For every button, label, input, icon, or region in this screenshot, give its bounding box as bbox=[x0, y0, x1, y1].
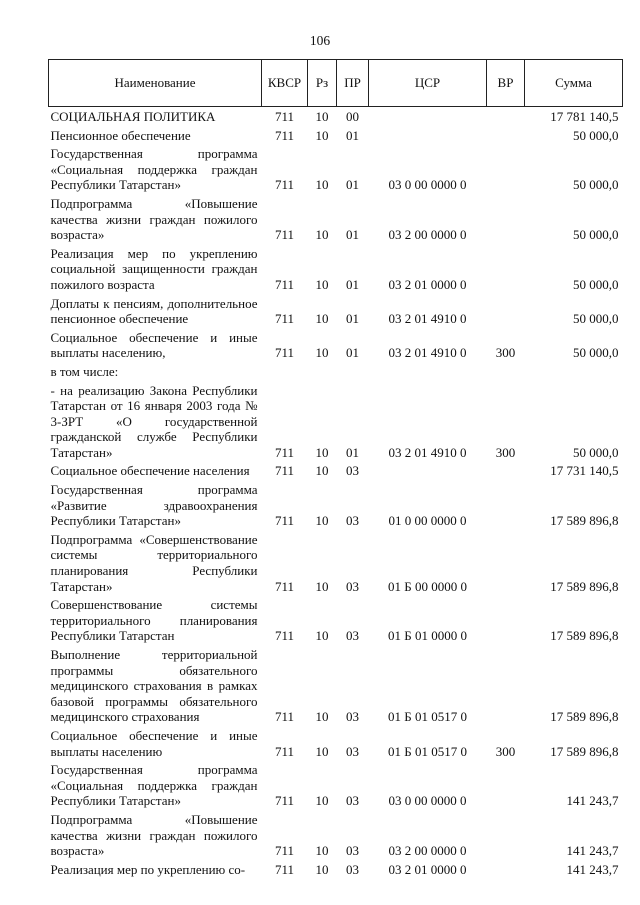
cell-name: Доплаты к пенсиям, дополнительное пенсионное обеспечение bbox=[50, 295, 258, 327]
cell-kvsr: 711 bbox=[274, 109, 295, 124]
cell-pr: 03 bbox=[346, 793, 359, 809]
cell-csr: 01 Б 01 0517 0 bbox=[388, 709, 467, 725]
table-row bbox=[49, 596, 623, 646]
cell-kvsr bbox=[262, 363, 308, 382]
cell-name: Государственная программа «Развитие здравоохранения Республики Татарстан» bbox=[50, 482, 258, 529]
cell-pr: 01 bbox=[346, 444, 359, 460]
cell-rz bbox=[308, 363, 337, 382]
cell-vr: 300 bbox=[495, 345, 516, 361]
budget-table bbox=[48, 59, 623, 879]
table-row bbox=[49, 646, 623, 727]
cell-kvsr: 711 bbox=[274, 861, 295, 877]
cell-sum: 50 000,0 bbox=[573, 311, 619, 327]
cell-vr: 300 bbox=[495, 743, 516, 759]
cell-kvsr: 711 bbox=[274, 513, 295, 529]
cell-sum: 17 589 896,8 bbox=[550, 513, 619, 529]
cell-rz: 10 bbox=[315, 177, 329, 193]
cell-rz: 10 bbox=[315, 843, 329, 859]
header-sum: Сумма bbox=[525, 60, 623, 107]
cell-vr bbox=[487, 295, 525, 329]
cell-rz: 10 bbox=[315, 444, 329, 460]
cell-vr bbox=[487, 646, 525, 727]
page-number: 106 bbox=[309, 33, 331, 48]
cell-csr: 01 0 00 0000 0 bbox=[388, 513, 467, 529]
table-row bbox=[49, 295, 623, 329]
cell-csr: 03 2 01 0000 0 bbox=[388, 861, 467, 877]
cell-sum: 17 781 140,5 bbox=[550, 109, 619, 124]
cell-pr: 01 bbox=[346, 227, 359, 243]
cell-sum: 50 000,0 bbox=[573, 276, 619, 292]
cell-csr: 03 0 00 0000 0 bbox=[388, 177, 467, 193]
cell-name: Государственная программа «Социальная поддержка граждан Республики Татарстан» bbox=[50, 146, 258, 193]
cell-name: в том числе: bbox=[50, 363, 119, 379]
cell-vr bbox=[487, 363, 525, 382]
cell-csr: 03 0 00 0000 0 bbox=[388, 793, 467, 809]
cell-name: Реализация мер по укреплению со- bbox=[50, 861, 246, 877]
cell-vr bbox=[487, 761, 525, 811]
cell-sum: 50 000,0 bbox=[573, 444, 619, 460]
cell-sum: 50 000,0 bbox=[573, 177, 619, 193]
cell-pr: 03 bbox=[346, 578, 359, 594]
cell-pr: 03 bbox=[346, 628, 359, 644]
cell-sum: 141 243,7 bbox=[566, 843, 619, 859]
cell-vr bbox=[487, 811, 525, 861]
cell-rz: 10 bbox=[315, 793, 329, 809]
cell-vr bbox=[487, 107, 525, 127]
cell-kvsr: 711 bbox=[274, 628, 295, 644]
cell-rz: 10 bbox=[315, 463, 329, 479]
cell-rz: 10 bbox=[315, 743, 329, 759]
cell-name: Совершенствование системы территориального планирования Республики Татарстан bbox=[50, 597, 258, 644]
cell-rz: 10 bbox=[315, 578, 329, 594]
cell-rz: 10 bbox=[315, 127, 329, 143]
cell-kvsr: 711 bbox=[274, 578, 295, 594]
cell-pr: 03 bbox=[346, 513, 359, 529]
cell-kvsr: 711 bbox=[274, 276, 295, 292]
cell-pr: 01 bbox=[346, 127, 359, 143]
cell-name: СОЦИАЛЬНАЯ ПОЛИТИКА bbox=[50, 109, 216, 124]
cell-name: Пенсионное обеспечение bbox=[50, 127, 191, 143]
cell-pr: 03 bbox=[346, 861, 359, 877]
cell-kvsr: 711 bbox=[274, 311, 295, 327]
cell-kvsr: 711 bbox=[274, 177, 295, 193]
cell-rz: 10 bbox=[315, 861, 329, 877]
cell-sum: 141 243,7 bbox=[566, 793, 619, 809]
table-row bbox=[49, 145, 623, 195]
cell-sum: 50 000,0 bbox=[573, 127, 619, 143]
cell-csr: 03 2 01 4910 0 bbox=[388, 444, 467, 460]
cell-vr bbox=[487, 462, 525, 481]
cell-rz: 10 bbox=[315, 345, 329, 361]
cell-kvsr: 711 bbox=[274, 843, 295, 859]
cell-csr bbox=[369, 127, 487, 146]
table-row bbox=[49, 861, 623, 880]
cell-sum: 17 731 140,5 bbox=[550, 463, 619, 479]
cell-name: Реализация мер по укреплению социальной защищенности граждан пожилого возраста bbox=[50, 245, 258, 292]
header-name: Наименование bbox=[49, 60, 262, 107]
cell-kvsr: 711 bbox=[274, 793, 295, 809]
table-row bbox=[49, 481, 623, 531]
table-row bbox=[49, 329, 623, 363]
cell-csr: 03 2 01 0000 0 bbox=[388, 276, 467, 292]
table-row bbox=[49, 462, 623, 481]
cell-sum: 50 000,0 bbox=[573, 227, 619, 243]
cell-kvsr: 711 bbox=[274, 463, 295, 479]
cell-vr: 300 bbox=[495, 444, 516, 460]
header-pr: ПР bbox=[337, 60, 369, 107]
cell-rz: 10 bbox=[315, 709, 329, 725]
cell-vr bbox=[487, 245, 525, 295]
cell-vr bbox=[487, 596, 525, 646]
cell-kvsr: 711 bbox=[274, 444, 295, 460]
cell-vr bbox=[487, 145, 525, 195]
cell-vr bbox=[487, 127, 525, 146]
cell-name: Подпрограмма «Повышение качества жизни граждан пожилого возраста» bbox=[50, 811, 258, 859]
table-row bbox=[49, 107, 623, 127]
cell-csr bbox=[369, 107, 487, 127]
table-row bbox=[49, 363, 623, 382]
table-row bbox=[49, 811, 623, 861]
header-csr: ЦСР bbox=[369, 60, 487, 107]
cell-vr bbox=[487, 531, 525, 596]
cell-name: Подпрограмма «Совершенствование системы территориального планирования Республики Татарстан» bbox=[50, 531, 258, 594]
cell-kvsr: 711 bbox=[274, 709, 295, 725]
cell-csr bbox=[369, 363, 487, 382]
table-row bbox=[49, 195, 623, 245]
cell-sum: 17 589 896,8 bbox=[550, 578, 619, 594]
cell-rz: 10 bbox=[315, 276, 329, 292]
cell-sum: 17 589 896,8 bbox=[550, 628, 619, 644]
cell-pr: 03 bbox=[346, 843, 359, 859]
cell-sum bbox=[525, 363, 623, 382]
cell-pr: 01 bbox=[346, 311, 359, 327]
cell-name: Подпрограмма «Повышение качества жизни граждан пожилого возраста» bbox=[50, 195, 258, 243]
cell-pr: 01 bbox=[346, 345, 359, 361]
cell-kvsr: 711 bbox=[274, 227, 295, 243]
cell-name: Социальное обеспечение населения bbox=[50, 463, 250, 479]
cell-csr: 03 2 01 4910 0 bbox=[388, 311, 467, 327]
cell-rz: 10 bbox=[315, 311, 329, 327]
cell-name: - на реализацию Закона Республики Татарстан от 16 января 2003 года № 3-ЗРТ «О государственной гражданской службе Республики Татарстан» bbox=[50, 382, 258, 460]
cell-rz: 10 bbox=[315, 513, 329, 529]
cell-csr: 03 2 01 4910 0 bbox=[388, 345, 467, 361]
cell-sum: 17 589 896,8 bbox=[550, 709, 619, 725]
cell-sum: 50 000,0 bbox=[573, 345, 619, 361]
cell-pr: 03 bbox=[346, 709, 359, 725]
cell-pr bbox=[337, 363, 369, 382]
cell-vr bbox=[487, 861, 525, 880]
table-row bbox=[49, 531, 623, 596]
cell-vr bbox=[487, 195, 525, 245]
header-kvsr: КВСР bbox=[262, 60, 308, 107]
cell-rz: 10 bbox=[315, 628, 329, 644]
cell-sum: 17 589 896,8 bbox=[550, 743, 619, 759]
table-row bbox=[49, 245, 623, 295]
cell-vr bbox=[487, 481, 525, 531]
cell-name: Государственная программа «Социальная поддержка граждан Республики Татарстан» bbox=[50, 762, 258, 809]
cell-sum: 141 243,7 bbox=[566, 861, 619, 877]
cell-pr: 01 bbox=[346, 177, 359, 193]
cell-csr: 01 Б 01 0000 0 bbox=[388, 628, 467, 644]
table-row bbox=[49, 382, 623, 463]
cell-kvsr: 711 bbox=[274, 127, 295, 143]
cell-pr: 03 bbox=[346, 463, 359, 479]
table-header bbox=[49, 60, 623, 107]
cell-pr: 00 bbox=[346, 109, 359, 124]
cell-name: Социальное обеспечение и иные выплаты населению, bbox=[50, 329, 258, 361]
table-body bbox=[49, 107, 623, 880]
cell-csr: 01 Б 01 0517 0 bbox=[388, 743, 467, 759]
cell-rz: 10 bbox=[315, 109, 329, 124]
cell-name: Социальное обеспечение и иные выплаты населению bbox=[50, 727, 258, 759]
header-rz: Рз bbox=[308, 60, 337, 107]
table-row bbox=[49, 761, 623, 811]
table-row bbox=[49, 727, 623, 761]
cell-csr: 03 2 00 0000 0 bbox=[388, 227, 467, 243]
cell-pr: 01 bbox=[346, 276, 359, 292]
header-vr: ВР bbox=[487, 60, 525, 107]
cell-kvsr: 711 bbox=[274, 345, 295, 361]
cell-csr: 01 Б 00 0000 0 bbox=[388, 578, 467, 594]
cell-kvsr: 711 bbox=[274, 743, 295, 759]
cell-csr: 03 2 00 0000 0 bbox=[388, 843, 467, 859]
cell-name: Выполнение территориальной программы обязательного медицинского страхования в рамках базовой программы обязательного медицинского страхования bbox=[50, 647, 258, 725]
cell-rz: 10 bbox=[315, 227, 329, 243]
cell-csr bbox=[369, 462, 487, 481]
cell-pr: 03 bbox=[346, 743, 359, 759]
table-row bbox=[49, 127, 623, 146]
